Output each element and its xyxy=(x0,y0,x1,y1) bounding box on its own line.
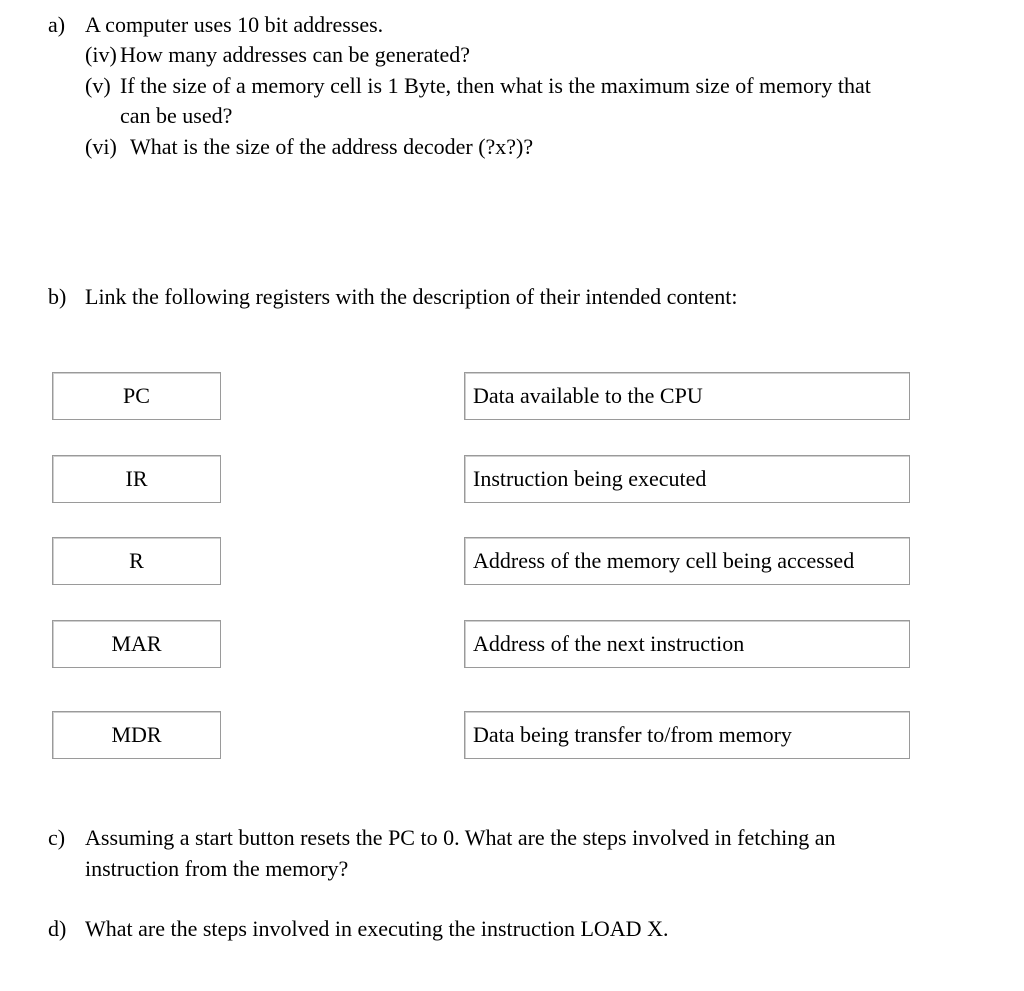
part-c-question-line-2: instruction from the memory? xyxy=(85,856,349,881)
part-a-question: A computer uses 10 bit addresses. xyxy=(85,12,384,37)
part-c-label: c) xyxy=(48,825,66,850)
register-box-pc xyxy=(52,372,221,420)
part-a-item-v-number: (v) xyxy=(85,73,111,98)
description-text-5: Data being transfer to/from memory xyxy=(473,722,792,747)
register-box-r xyxy=(52,537,221,585)
part-d-label: d) xyxy=(48,916,67,941)
description-box-2 xyxy=(464,455,910,503)
part-c-question-line-1: Assuming a start button resets the PC to 0. What are the steps involved in fetching an xyxy=(85,825,836,850)
description-box-4 xyxy=(464,620,910,668)
register-label-pc: PC xyxy=(123,383,150,408)
description-text-3: Address of the memory cell being accessed xyxy=(473,548,855,573)
part-a-item-v-continuation: can be used? xyxy=(120,103,233,128)
part-a-item-iv-text: How many addresses can be generated? xyxy=(120,42,471,67)
part-b-label: b) xyxy=(48,284,67,309)
part-b-question: Link the following registers with the description of their intended content: xyxy=(85,284,738,309)
description-text-2: Instruction being executed xyxy=(473,466,707,491)
register-box-mdr xyxy=(52,711,221,759)
description-text-4: Address of the next instruction xyxy=(473,631,745,656)
register-label-ir: IR xyxy=(125,466,148,491)
register-label-mdr: MDR xyxy=(111,722,162,747)
register-box-mar xyxy=(52,620,221,668)
part-d-question: What are the steps involved in executing the instruction LOAD X. xyxy=(85,916,669,941)
part-a-item-vi-number: (vi) xyxy=(85,134,117,159)
register-label-r: R xyxy=(129,548,144,573)
part-a-item-vi-text: What is the size of the address decoder (?x?)? xyxy=(130,134,534,159)
description-box-3 xyxy=(464,537,910,585)
description-text-1: Data available to the CPU xyxy=(473,383,703,408)
register-label-mar: MAR xyxy=(111,631,162,656)
part-a-item-v-text: If the size of a memory cell is 1 Byte, then what is the maximum size of memory that xyxy=(120,73,871,98)
part-a-label: a) xyxy=(48,12,66,37)
description-box-1 xyxy=(464,372,910,420)
register-box-ir xyxy=(52,455,221,503)
part-a-item-iv-number: (iv) xyxy=(85,42,117,67)
description-box-5 xyxy=(464,711,910,759)
